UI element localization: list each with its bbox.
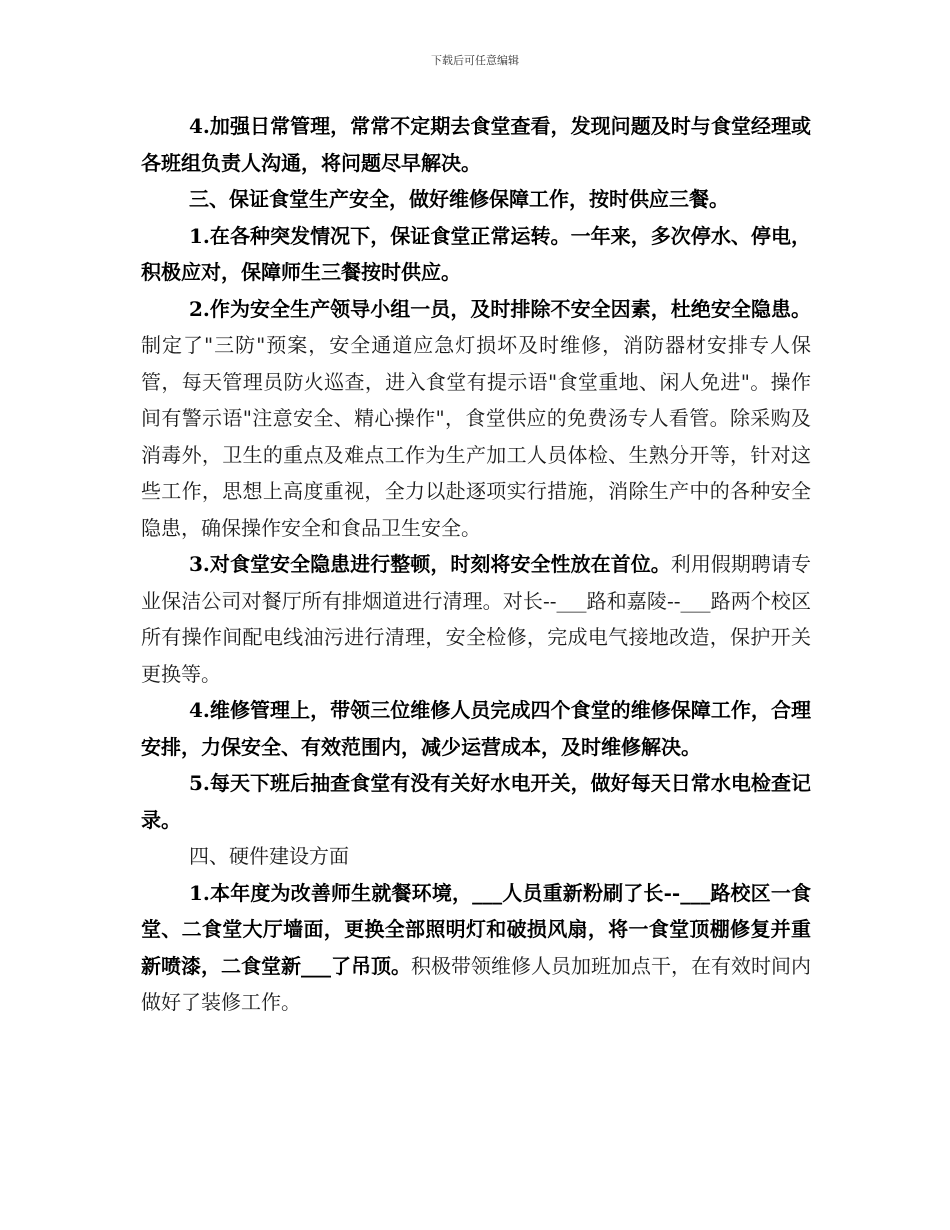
paragraph-bold-text: 5.每天下班后抽查食堂有没有关好水电开关，做好每天日常水电检查记录。 — [141, 771, 811, 832]
section-heading-text: 四、硬件建设方面 — [189, 844, 349, 868]
paragraph-normal-text: 制定了"三防"预案，安全通道应急灯损坏及时维修，消防器材安排专人保管，每天管理员防火巡查，进入食堂有提示语"食堂重地、闲人免进"。操作间有警示语"注意安全、精心操作"，食堂供应的免费汤专人看管。除采购及消毒外，卫生的重点及难点工作为生产加工人员体检、生熟分开等，针对这些工作，思想上高度重视，全力以赴逐项实行措施，消除生产中的各种安全隐患，确保操作安全和食品卫生安全。 — [141, 333, 811, 540]
paragraph-bold-text: 3.对食堂安全隐患进行整顿，时刻将安全性放在首位。 — [189, 552, 671, 576]
paragraph-bold-text: 1.在各种突发情况下，保证食堂正常运转。一年来，多次停水、停电，积极应对，保障师生三餐按时供应。 — [141, 223, 811, 284]
section-heading-text: 三、保证食堂生产安全，做好维修保障工作，按时供应三餐。 — [189, 187, 729, 211]
section-heading-safety — [141, 181, 811, 218]
paragraph-maintenance — [141, 692, 811, 765]
paragraph-hazard-rectification — [141, 546, 811, 692]
paragraph-bold-text: 2.作为安全生产领导小组一员，及时排除不安全因素，杜绝安全隐患。 — [189, 296, 811, 321]
paragraph-daily-management — [141, 108, 811, 181]
paragraph-bold-text: 4.加强日常管理，常常不定期去食堂查看，发现问题及时与食堂经理或各班组负责人沟通，将问题尽早解决。 — [141, 114, 811, 175]
paragraph-bold-text: 1.本年度为改善师生就餐环境，___人员重新粉刷了长--___路校区一食堂、二食堂大厅墙面，更换全部照明灯和破损风扇，将一食堂顶棚修复并重新喷漆，二食堂新___了吊顶。 — [141, 880, 811, 978]
paragraph-safety-team — [141, 291, 811, 547]
paragraph-renovation — [141, 875, 811, 1021]
page-header: 下载后可任意编辑 — [431, 54, 519, 67]
paragraph-bold-text: 4.维修管理上，带领三位维修人员完成四个食堂的维修保障工作，合理安排，力保安全、有效范围内，减少运营成本，及时维修解决。 — [141, 698, 811, 759]
paragraph-normal-text: 积极带领维修人员加班加点干，在有效时间内做好了装修工作。 — [141, 953, 811, 1014]
paragraph-normal-text: 利用假期聘请专业保洁公司对餐厅所有排烟道进行清理。对长--___路和嘉陵--___路两个校区所有操作间配电线油污进行清理，安全检修，完成电气接地改造，保护开关更换等。 — [141, 552, 812, 686]
paragraph-daily-check — [141, 765, 811, 838]
document-body — [141, 108, 811, 1021]
section-heading-hardware — [141, 838, 811, 875]
paragraph-emergency — [141, 218, 811, 291]
